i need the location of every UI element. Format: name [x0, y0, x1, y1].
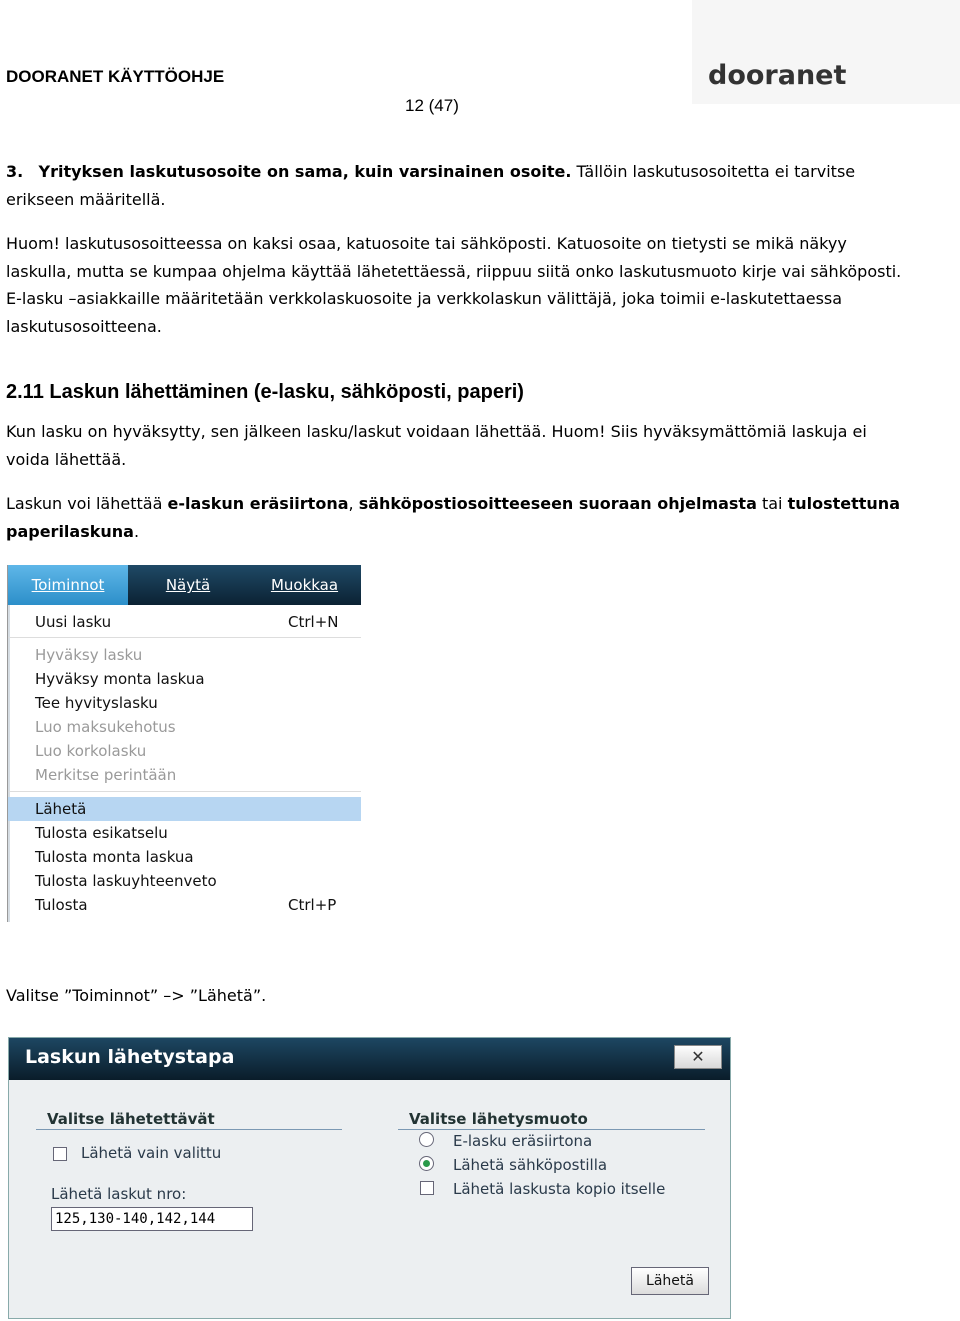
menu-item-label: Lähetä: [35, 800, 87, 818]
item-number: 3.: [6, 162, 24, 181]
menu-toiminnot[interactable]: [8, 565, 128, 605]
invoice-numbers-label: Lähetä laskut nro:: [51, 1185, 187, 1203]
close-button[interactable]: [674, 1045, 722, 1069]
group-divider: [36, 1129, 342, 1130]
right-group-title: Valitse lähetysmuoto: [409, 1110, 588, 1128]
e-invoice-radio[interactable]: [419, 1132, 434, 1147]
document-title: DOORANET KÄYTTÖOHJE: [6, 67, 225, 86]
menu-muokkaa[interactable]: [248, 565, 361, 605]
send-method-dialog: [8, 1037, 731, 1319]
menu-item-label: Tulosta: [35, 896, 88, 914]
dialog-title: Laskun lähetystapa: [25, 1046, 235, 1068]
menu-item-hyvityslasku[interactable]: [8, 691, 361, 715]
send-selected-only-label: Lähetä vain valittu: [81, 1144, 222, 1162]
menu-separator: [8, 791, 361, 792]
menu-item-label: Hyväksy monta laskua: [35, 670, 205, 688]
bold-text: tulostettuna paperilaskuna: [6, 494, 900, 541]
menu-item-korkolasku: [8, 739, 361, 763]
email-label: Lähetä sähköpostilla: [453, 1156, 608, 1174]
left-group-title: Valitse lähetettävät: [47, 1110, 215, 1128]
menu-label: Näytä: [165, 576, 211, 594]
menu-item-label: Tulosta laskuyhteenveto: [35, 872, 217, 890]
menu-item-tulosta[interactable]: [8, 893, 361, 917]
menu-label: Muokkaa: [270, 576, 339, 594]
menu-item-laheta[interactable]: [8, 797, 361, 821]
text: Laskun voi lähettää: [6, 494, 168, 513]
paragraph-rest: Tällöin laskutusosoitetta ei tarvitse erikseen määritellä.: [6, 162, 856, 209]
menu-item-label: Uusi lasku: [35, 613, 112, 631]
dialog-titlebar: [9, 1038, 730, 1080]
menu-item-tulosta-monta[interactable]: [8, 845, 361, 869]
paragraph-billing-address-same: [6, 158, 926, 213]
paragraph-note: Huom! laskutusosoitteessa on kaksi osaa, katuosoite tai sähköposti. Katuosoite on tietysti se mikä näkyy laskulla, mutta se kumpaa ohjelma käyttää lähetettäessä, riippuu siitä onko laskutusmuoto kirje vai sähköposti. E-lasku –asiakkaille määritetään verkkolaskuosoite ja verkkolaskun välittäjä, joka toimii e-laskutettaessa laskutusosoitteena.: [6, 234, 902, 336]
menu-item-label: Luo maksukehotus: [35, 718, 176, 736]
menu-separator: [8, 637, 361, 638]
menu-label: Toiminnot: [31, 576, 105, 594]
invoice-numbers-input[interactable]: 125,130-140,142,144: [51, 1207, 253, 1231]
dooranet-logo: dooranet: [708, 60, 847, 91]
logo-area: [692, 0, 960, 104]
text: ,: [348, 494, 359, 513]
menu-screenshot: [7, 565, 361, 922]
menu-item-label: Tulosta esikatselu: [35, 824, 168, 842]
menu-item-label: Hyväksy lasku: [35, 646, 143, 664]
menubar: [8, 565, 361, 605]
bold-text: sähköpostiosoitteeseen suoraan ohjelmasta: [358, 494, 757, 513]
menu-item-uusi-lasku[interactable]: [8, 610, 361, 634]
dropdown-menu: [8, 605, 361, 922]
text: tai: [756, 494, 788, 513]
close-icon: ✕: [691, 1047, 705, 1066]
menu-item-tulosta-esikatselu[interactable]: [8, 821, 361, 845]
menu-item-shortcut: Ctrl+P: [288, 896, 337, 914]
menu-nayta[interactable]: [128, 565, 248, 605]
menu-item-label: Merkitse perintään: [35, 766, 177, 784]
menu-item-laskuyhteenveto[interactable]: [8, 869, 361, 893]
menu-item-hyvaksy-lasku: [8, 643, 361, 667]
bold-statement: Yrityksen laskutusosoite on sama, kuin varsinainen osoite.: [38, 162, 572, 181]
section-heading: 2.11 Laskun lähettäminen (e-lasku, sähköposti, paperi): [6, 381, 524, 403]
page-number: 12 (47): [405, 96, 459, 115]
group-divider: [398, 1129, 705, 1130]
instruction-caption: Valitse ”Toiminnot” –> ”Lähetä”.: [6, 986, 267, 1005]
menu-item-perintaan: [8, 763, 361, 787]
menu-item-label: Luo korkolasku: [35, 742, 147, 760]
send-button[interactable]: Lähetä: [631, 1267, 709, 1295]
menu-item-hyvaksy-monta[interactable]: [8, 667, 361, 691]
copy-to-self-label: Lähetä laskusta kopio itselle: [453, 1180, 666, 1198]
menu-item-shortcut: Ctrl+N: [288, 613, 339, 631]
bold-text: e-laskun eräsiirtona: [167, 494, 349, 513]
send-selected-only-checkbox[interactable]: [53, 1147, 67, 1161]
menu-item-maksukehotus: [8, 715, 361, 739]
copy-to-self-checkbox[interactable]: [420, 1181, 434, 1195]
menu-item-label: Tulosta monta laskua: [35, 848, 194, 866]
menu-item-label: Tee hyvityslasku: [35, 694, 158, 712]
email-radio[interactable]: [419, 1156, 434, 1171]
paragraph-approved: Kun lasku on hyväksytty, sen jälkeen lasku/laskut voidaan lähettää. Huom! Siis hyväksymättömiä laskuja ei voida lähettää.: [6, 422, 867, 469]
e-invoice-label: E-lasku eräsiirtona: [453, 1132, 593, 1150]
text: .: [133, 521, 140, 541]
paragraph-send-methods: [6, 490, 906, 545]
